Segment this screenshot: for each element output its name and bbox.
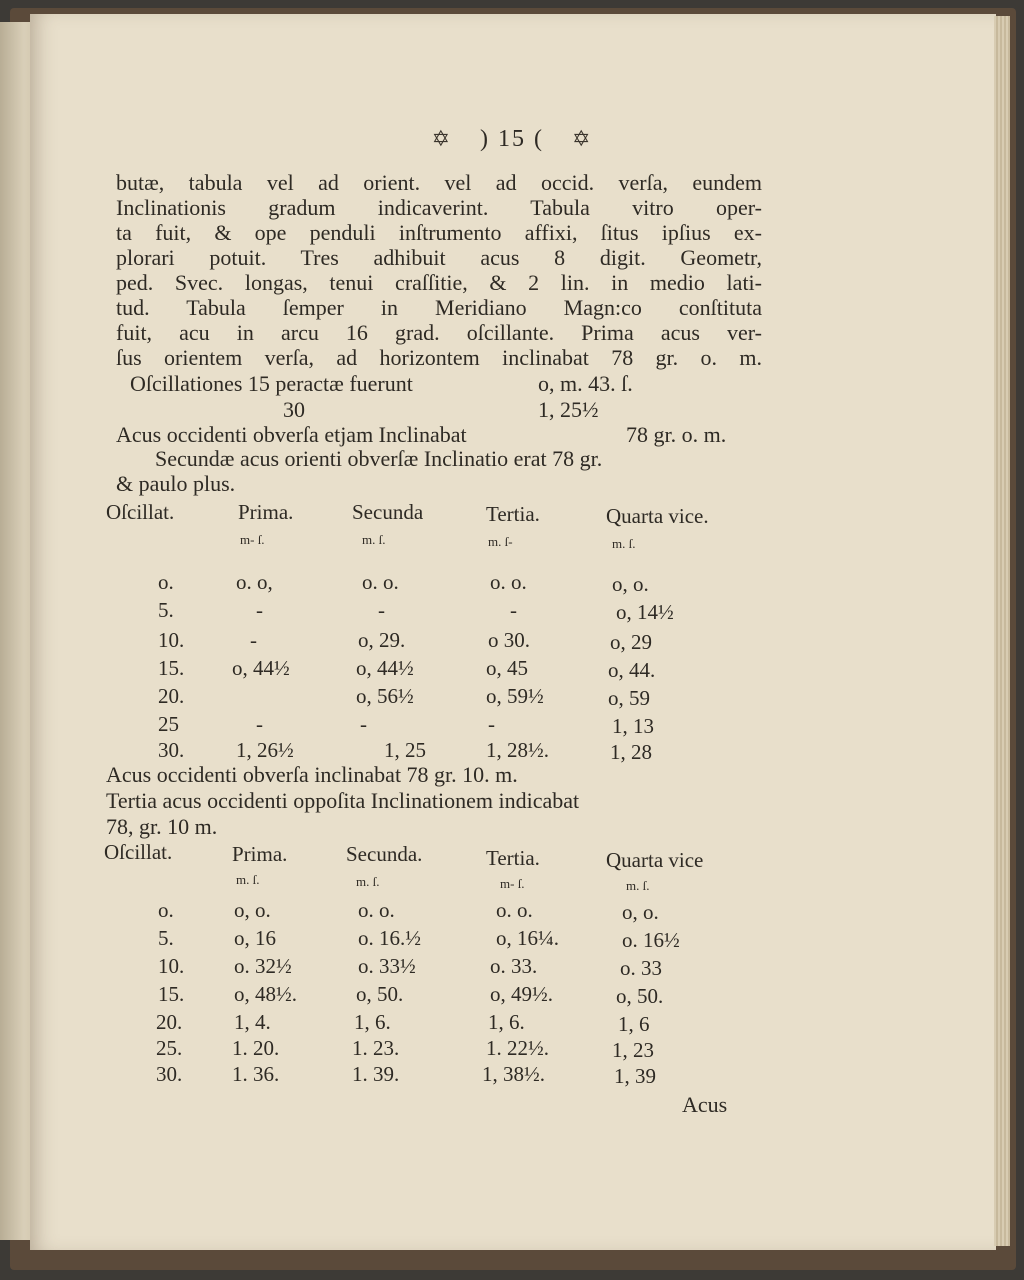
table-cell: o. o. — [362, 570, 399, 594]
table-cell: 1, 6. — [488, 1010, 525, 1034]
table-cell: 25 — [158, 712, 179, 736]
table-header: Quarta vice. — [606, 504, 709, 528]
text-line: & paulo plus. — [116, 471, 236, 496]
table-cell: 1. 36. — [232, 1062, 280, 1086]
page-stack-edge — [994, 16, 1010, 1246]
table-cell: o, 45 — [486, 656, 528, 680]
table-cell: o, 14½ — [616, 600, 674, 624]
table-cell: o, 59½ — [486, 684, 544, 708]
table-header: Prima. — [232, 842, 288, 866]
table-cell: 10. — [158, 628, 185, 652]
table-header: Prima. — [238, 500, 294, 524]
table-cell: o. 32½ — [234, 954, 292, 978]
text-line: butæ, tabula vel ad orient. vel ad occid. verſa, eundem — [116, 170, 762, 195]
table-cell: o. o, — [236, 570, 273, 594]
table-cell: 1, 39 — [614, 1064, 656, 1088]
table-cell: o, 29 — [610, 630, 652, 654]
table-cell: 1, 13 — [612, 714, 654, 738]
table-cell: o, 44½ — [356, 656, 414, 680]
unit-label: m. ſ. — [356, 874, 380, 889]
table-cell: o. 16.½ — [358, 926, 421, 950]
table-cell: 10. — [158, 954, 185, 978]
text-line: Acus occidenti obverſa inclinabat 78 gr. 10. m. — [106, 762, 518, 787]
occidenti-value: 78 gr. o. m. — [626, 422, 727, 447]
oscillationes-label: Oſcillationes 15 peractæ fuerunt — [130, 371, 413, 396]
table-cell: 1, 28½. — [486, 738, 549, 762]
unit-label: m. ſ. — [626, 878, 650, 893]
table-cell: o. 33. — [490, 954, 538, 978]
table-cell: 1, 28 — [610, 740, 652, 764]
table-cell: o. o. — [496, 898, 533, 922]
table-cell: 5. — [158, 598, 174, 622]
text-line: ſus orientem verſa, ad horizontem inclinabat 78 gr. o. m. — [116, 345, 762, 370]
table-header: Secunda. — [346, 842, 423, 866]
table-cell: o, 16¼. — [496, 926, 559, 950]
table-header: Tertia. — [486, 502, 540, 526]
table-cell: - — [488, 712, 495, 736]
unit-label: m. ſ. — [236, 872, 260, 887]
oscillationes-value-2: 1, 25½ — [538, 397, 599, 422]
table-cell: - — [510, 598, 517, 622]
table-cell: 25. — [156, 1036, 183, 1060]
table-cell: 5. — [158, 926, 174, 950]
text-line: Inclinationis gradum indicaverint. Tabula vitro oper- — [116, 195, 762, 220]
table-cell: o, 50. — [616, 984, 664, 1008]
text-line: ta fuit, & ope penduli inſtrumento affixi, ſitus ipſius ex- — [116, 220, 762, 245]
oscillationes-count: 30 — [283, 397, 305, 422]
unit-label: m- ſ. — [240, 532, 265, 547]
table-cell: - — [250, 628, 257, 652]
table-cell: 1. 23. — [352, 1036, 400, 1060]
table-header: Oſcillat. — [104, 840, 173, 864]
table-cell: 1, 23 — [612, 1038, 654, 1062]
table-cell: o. o. — [490, 570, 527, 594]
star-ornament-icon: ✡ — [571, 127, 593, 152]
table-cell: o, o. — [622, 900, 659, 924]
table-cell: o, 59 — [608, 686, 650, 710]
table-cell: 1, 38½. — [482, 1062, 545, 1086]
text-line: Secundæ acus orienti obverſæ Inclinatio erat 78 gr. — [155, 446, 603, 471]
table-header: Oſcillat. — [106, 500, 175, 524]
table-cell: 1, 26½ — [236, 738, 294, 762]
table-cell: o, o. — [234, 898, 271, 922]
table-cell: o. 16½ — [622, 928, 680, 952]
table-cell: o, 44½ — [232, 656, 290, 680]
table-cell: o, 44. — [608, 658, 656, 682]
table-cell: 30. — [158, 738, 185, 762]
table-cell: o, 48½. — [234, 982, 297, 1006]
table-cell: 20. — [158, 684, 185, 708]
table-header: Quarta vice — [606, 848, 704, 872]
table-cell: 20. — [156, 1010, 183, 1034]
table-cell: - — [256, 712, 263, 736]
table-cell: o 30. — [488, 628, 530, 652]
table-cell: 15. — [158, 656, 185, 680]
table-cell: 1, 25 — [384, 738, 426, 762]
table-cell: 1. 22½. — [486, 1036, 549, 1060]
table-cell: 15. — [158, 982, 185, 1006]
table-cell: 1, 6. — [354, 1010, 391, 1034]
table-cell: 1, 6 — [618, 1012, 650, 1036]
table-cell: o, o. — [612, 572, 649, 596]
text-line: ped. Svec. longas, tenui craſſitie, & 2 lin. in medio lati- — [116, 270, 762, 295]
unit-label: m. ſ. — [612, 536, 636, 551]
table-cell: o. 33½ — [358, 954, 416, 978]
occidenti-text: Acus occidenti obverſa etjam Inclinabat — [116, 422, 467, 447]
table-cell: o, 50. — [356, 982, 404, 1006]
table-cell: o. 33 — [620, 956, 662, 980]
table-header: Secunda — [352, 500, 424, 524]
table-header: Tertia. — [486, 846, 540, 870]
table-cell: o. o. — [358, 898, 395, 922]
catchword: Acus — [682, 1092, 728, 1117]
text-line: tud. Tabula ſemper in Meridiano Magn:co conſtituta — [116, 295, 762, 320]
table-cell: o, 49½. — [490, 982, 553, 1006]
table-cell: - — [378, 598, 385, 622]
table-cell: 1. 39. — [352, 1062, 400, 1086]
text-line: 78, gr. 10 m. — [106, 814, 218, 839]
table-cell: o, 56½ — [356, 684, 414, 708]
table-cell: o. — [158, 570, 174, 594]
running-header — [0, 126, 1024, 153]
star-ornament-icon: ✡ — [431, 127, 452, 152]
text-line: Tertia acus occidenti oppoſita Inclinationem indicabat — [106, 788, 580, 813]
table-cell: o, 29. — [358, 628, 406, 652]
table-cell: o, 16 — [234, 926, 276, 950]
table-cell: 1, 4. — [234, 1010, 271, 1034]
table-cell: 1. 20. — [232, 1036, 280, 1060]
unit-label: m. ſ- — [488, 534, 513, 549]
table-cell: - — [360, 712, 367, 736]
table-cell: - — [256, 598, 263, 622]
unit-label: m- ſ. — [500, 876, 525, 891]
oscillationes-value: o, m. 43. ſ. — [538, 371, 633, 396]
unit-label: m. ſ. — [362, 532, 386, 547]
table-cell: o. — [158, 898, 174, 922]
page-number: ) 15 ( — [480, 126, 544, 152]
table-cell: 30. — [156, 1062, 183, 1086]
text-line: plorari potuit. Tres adhibuit acus 8 digit. Geometr, — [116, 245, 762, 270]
text-line: fuit, acu in arcu 16 grad. oſcillante. Prima acus ver- — [116, 320, 762, 345]
